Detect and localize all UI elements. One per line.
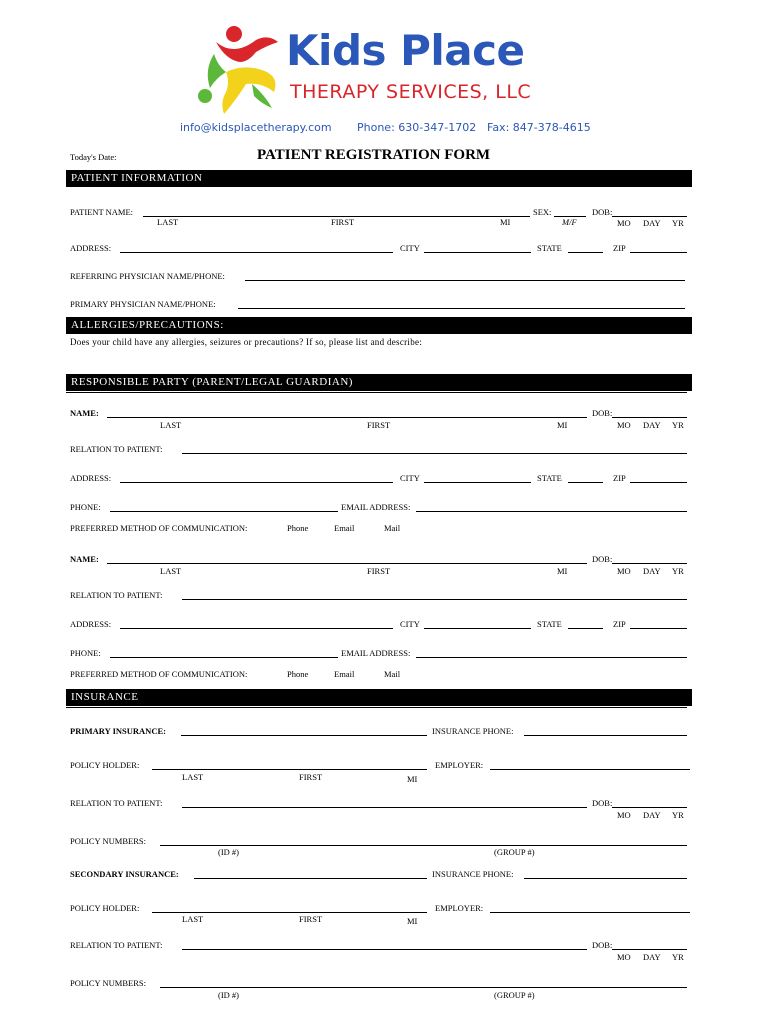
relation-label: RELATION TO PATIENT: — [70, 798, 163, 808]
employer-label: EMPLOYER: — [435, 760, 484, 770]
allergies-response-area[interactable] — [66, 350, 687, 367]
guardian2-email-field[interactable] — [416, 657, 687, 658]
mi-caption: MI — [407, 916, 418, 926]
guardian1-city-field[interactable] — [424, 482, 531, 483]
secondary-employer-field[interactable] — [490, 912, 690, 913]
dob-label: DOB: — [592, 207, 613, 217]
secondary-relation-field[interactable] — [182, 949, 587, 950]
zip-label: ZIP — [613, 619, 626, 629]
first-caption: FIRST — [367, 420, 391, 430]
last-caption: LAST — [182, 772, 204, 782]
form-title: PATIENT REGISTRATION FORM — [257, 147, 491, 163]
policy-numbers-label: POLICY NUMBERS: — [70, 836, 146, 846]
group-caption: (GROUP #) — [494, 990, 535, 1000]
preferred-communication-label: PREFERRED METHOD OF COMMUNICATION: — [70, 669, 248, 679]
guardian2-name-field[interactable] — [107, 563, 587, 564]
guardian1-relation-field[interactable] — [182, 453, 687, 454]
primary-relation-field[interactable] — [182, 807, 587, 808]
email-label: EMAIL ADDRESS: — [341, 648, 411, 658]
contact-email[interactable]: info@kidsplacetherapy.com — [180, 121, 332, 134]
todays-date-label: Today's Date: — [70, 152, 117, 162]
city-field[interactable] — [424, 252, 531, 253]
employer-label: EMPLOYER: — [435, 903, 484, 913]
guardian1-email-field[interactable] — [416, 511, 687, 512]
policy-numbers-label: POLICY NUMBERS: — [70, 978, 146, 988]
guardian2-zip-field[interactable] — [630, 628, 687, 629]
group-caption: (GROUP #) — [494, 847, 535, 857]
mo-caption: MO — [617, 810, 631, 820]
secondary-insurance-label: SECONDARY INSURANCE: — [70, 869, 179, 879]
first-caption: FIRST — [331, 217, 355, 227]
relation-label: RELATION TO PATIENT: — [70, 940, 163, 950]
option-mail[interactable]: Mail — [384, 523, 401, 533]
guardian2-phone-field[interactable] — [110, 657, 338, 658]
policy-holder-label: POLICY HOLDER: — [70, 903, 140, 913]
yr-caption: YR — [672, 952, 684, 962]
zip-label: ZIP — [613, 473, 626, 483]
dob-label: DOB: — [592, 408, 613, 418]
option-mail[interactable]: Mail — [384, 669, 401, 679]
policy-holder-label: POLICY HOLDER: — [70, 760, 140, 770]
guardian2-city-field[interactable] — [424, 628, 531, 629]
guardian2-address-field[interactable] — [120, 628, 393, 629]
id-caption: (ID #) — [218, 990, 240, 1000]
relation-label: RELATION TO PATIENT: — [70, 444, 163, 454]
primary-policy-holder-field[interactable] — [152, 769, 427, 770]
phone-label: PHONE: — [70, 502, 101, 512]
referring-physician-label: REFERRING PHYSICIAN NAME/PHONE: — [70, 271, 225, 281]
secondary-insurance-field[interactable] — [194, 878, 427, 879]
option-email[interactable]: Email — [334, 669, 355, 679]
primary-insurance-field[interactable] — [181, 735, 427, 736]
section-patient-information: PATIENT INFORMATION — [66, 170, 692, 187]
yr-caption: YR — [672, 420, 684, 430]
guardian2-state-field[interactable] — [568, 628, 603, 629]
section-allergies: ALLERGIES/PRECAUTIONS: — [66, 317, 692, 334]
last-caption: LAST — [160, 420, 182, 430]
option-email[interactable]: Email — [334, 523, 355, 533]
mo-caption: MO — [617, 566, 631, 576]
email-label: EMAIL ADDRESS: — [341, 502, 411, 512]
first-caption: FIRST — [299, 914, 323, 924]
yr-caption: YR — [672, 810, 684, 820]
patient-name-label: PATIENT NAME: — [70, 207, 134, 217]
dob-label: DOB: — [592, 940, 613, 950]
contact-phone: Phone: 630-347-1702 — [357, 121, 477, 134]
primary-policy-numbers-field[interactable] — [160, 845, 687, 846]
guardian1-state-field[interactable] — [568, 482, 603, 483]
day-caption: DAY — [643, 810, 661, 820]
kids-place-logo-icon — [196, 22, 288, 122]
state-label: STATE — [537, 473, 562, 483]
mo-caption: MO — [617, 218, 631, 228]
preferred-communication-label: PREFERRED METHOD OF COMMUNICATION: — [70, 523, 248, 533]
state-field[interactable] — [568, 252, 603, 253]
day-caption: DAY — [643, 566, 661, 576]
city-label: CITY — [400, 619, 420, 629]
phone-label: PHONE: — [70, 648, 101, 658]
guardian1-address-field[interactable] — [120, 482, 393, 483]
brand-title: Kids Place — [286, 26, 525, 75]
last-caption: LAST — [160, 566, 182, 576]
contact-fax: Fax: 847-378-4615 — [487, 121, 591, 134]
id-caption: (ID #) — [218, 847, 240, 857]
mi-caption: MI — [557, 566, 568, 576]
mi-caption: MI — [500, 217, 511, 227]
secondary-policy-holder-field[interactable] — [152, 912, 427, 913]
state-label: STATE — [537, 243, 562, 253]
mi-caption: MI — [407, 774, 418, 784]
primary-insurance-phone-field[interactable] — [524, 735, 687, 736]
insurance-phone-label: INSURANCE PHONE: — [432, 869, 514, 879]
option-phone[interactable]: Phone — [287, 669, 309, 679]
section-divider — [66, 707, 687, 708]
primary-employer-field[interactable] — [490, 769, 690, 770]
primary-insurance-label: PRIMARY INSURANCE: — [70, 726, 166, 736]
allergies-question: Does your child have any allergies, seizures or precautions? If so, please list and describe: — [70, 337, 423, 347]
primary-dob-field[interactable] — [612, 807, 687, 808]
city-label: CITY — [400, 473, 420, 483]
guardian1-phone-field[interactable] — [110, 511, 338, 512]
brand-subtitle: THERAPY SERVICES, LLC — [290, 81, 532, 103]
section-divider — [66, 392, 687, 393]
primary-physician-label: PRIMARY PHYSICIAN NAME/PHONE: — [70, 299, 216, 309]
sex-label: SEX: — [533, 207, 552, 217]
relation-label: RELATION TO PATIENT: — [70, 590, 163, 600]
zip-field[interactable] — [630, 252, 687, 253]
guardian2-name-label: NAME: — [70, 554, 99, 564]
section-insurance: INSURANCE — [66, 689, 692, 706]
state-label: STATE — [537, 619, 562, 629]
address-label: ADDRESS: — [70, 473, 112, 483]
secondary-dob-field[interactable] — [612, 949, 687, 950]
first-caption: FIRST — [367, 566, 391, 576]
address-label: ADDRESS: — [70, 243, 112, 253]
address-label: ADDRESS: — [70, 619, 112, 629]
last-caption: LAST — [182, 914, 204, 924]
guardian2-relation-field[interactable] — [182, 599, 687, 600]
referring-physician-field[interactable] — [245, 280, 685, 281]
secondary-insurance-phone-field[interactable] — [524, 878, 687, 879]
first-caption: FIRST — [299, 772, 323, 782]
day-caption: DAY — [643, 420, 661, 430]
guardian2-dob-field[interactable] — [612, 563, 687, 564]
last-caption: LAST — [157, 217, 179, 227]
day-caption: DAY — [643, 218, 661, 228]
dob-label: DOB: — [592, 554, 613, 564]
mo-caption: MO — [617, 952, 631, 962]
section-responsible-party: RESPONSIBLE PARTY (PARENT/LEGAL GUARDIAN) — [66, 374, 692, 391]
address-field[interactable] — [120, 252, 393, 253]
guardian1-name-field[interactable] — [107, 417, 587, 418]
mf-caption: M/F — [562, 217, 577, 227]
yr-caption: YR — [672, 218, 684, 228]
guardian1-zip-field[interactable] — [630, 482, 687, 483]
secondary-policy-numbers-field[interactable] — [160, 987, 687, 988]
dob-label: DOB: — [592, 798, 613, 808]
guardian1-dob-field[interactable] — [612, 417, 687, 418]
city-label: CITY — [400, 243, 420, 253]
mi-caption: MI — [557, 420, 568, 430]
mo-caption: MO — [617, 420, 631, 430]
yr-caption: YR — [672, 566, 684, 576]
primary-physician-field[interactable] — [238, 308, 685, 309]
day-caption: DAY — [643, 952, 661, 962]
dob-field[interactable] — [612, 216, 687, 217]
option-phone[interactable]: Phone — [287, 523, 309, 533]
guardian1-name-label: NAME: — [70, 408, 99, 418]
zip-label: ZIP — [613, 243, 626, 253]
insurance-phone-label: INSURANCE PHONE: — [432, 726, 514, 736]
